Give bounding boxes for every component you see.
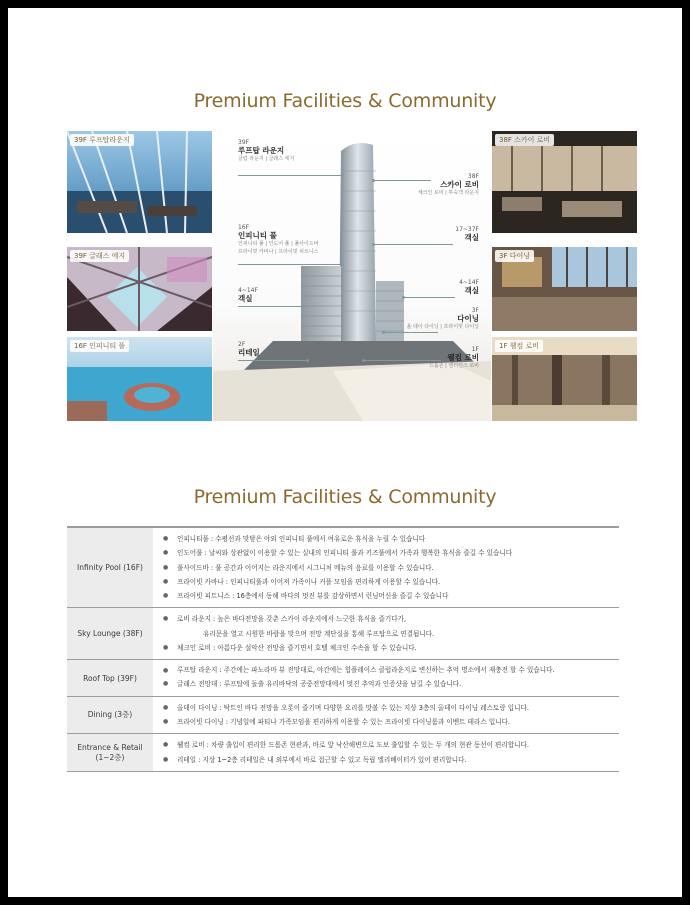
category-cell: Infinity Pool (16F) <box>67 527 153 608</box>
table-row <box>67 660 619 696</box>
label-1f: 1F 웰컴 로비 드롭존 | 엔터런스 로비 <box>429 346 479 369</box>
list-item: ● 올데이 다이닝 : 탁트인 바다 전망을 오롯이 즐기며 다양한 요리를 맛볼 수 있는 지상 3층의 올데이 다이닝 레스토랑 입니다. <box>163 701 619 715</box>
list-item: ● 프라이빗 다이닝 : 기념일에 파티나 가족모임을 편리하게 이용할 수 있는 프라이빗 다이닝룸과 이벤트 테라스 입니다. <box>163 715 619 729</box>
leader-line <box>363 360 441 361</box>
list-item: ● 인피니티풀 : 수평선과 맞닿은 야외 인피니티 풀에서 여유로운 휴식을 누릴 수 있습니다 <box>163 532 619 546</box>
leader-line <box>238 360 308 361</box>
label-16f: 16F 인피니티 풀 인피니티 풀 | 인도어 풀 | 풀사이드바 프라이빗 카바나 | 프라이빗 피트니스 <box>238 224 319 255</box>
leader-line <box>373 180 431 181</box>
list-item: ● 리테일 : 지상 1~2층 리테일은 내 외부에서 바로 접근할 수 있고 독립 엘리베이터가 있어 편리합니다. <box>163 753 619 767</box>
label-39f: 39F 루프탑 라운지 클럽 라운지 | 글래스 에지 <box>238 139 295 162</box>
glass-edge-photo <box>67 247 212 331</box>
sky-lobby-photo <box>492 131 637 233</box>
facilities-table <box>67 526 619 772</box>
item-list <box>163 738 619 767</box>
table-row <box>67 734 619 772</box>
photo-tag: 38F 스카이 로비 <box>495 134 554 146</box>
dining-photo <box>492 247 637 331</box>
label-17-37f: 17~37F 객실 <box>455 226 479 242</box>
table-row <box>67 527 619 608</box>
facilities-title-top: Premium Facilities & Community <box>193 90 497 112</box>
list-item: ● 풀사이드바 : 풀 공간과 이어지는 라운지에서 시그니처 메뉴의 음료를 이용할 수 있습니다. <box>163 561 619 575</box>
photo-tag: 3F 다이닝 <box>495 250 534 262</box>
table-row <box>67 608 619 660</box>
item-list <box>163 532 619 603</box>
list-item: ● 웰컴 로비 : 차량 출입이 편리한 드롭존 현관과, 바로 앞 낙산해변으로 도보 출입할 수 있는 두 개의 현관 동선이 편리합니다. <box>163 738 619 752</box>
tower-illustration <box>213 131 491 421</box>
table-row <box>67 696 619 734</box>
photo-tag: 16F 인피니티 풀 <box>70 340 129 352</box>
item-list <box>163 612 619 655</box>
category-line: (1~2층) <box>95 752 125 762</box>
photo-tag: 39F 루프탑라운지 <box>70 134 134 146</box>
list-item: ● 프라이빗 카바나 : 인피니티풀과 이어져 가족이나 커플 모임을 편리하게 이용할 수 있습니다. <box>163 575 619 589</box>
photo-tag: 1F 웰컴 로비 <box>495 340 543 352</box>
label-2f: 2F 리테일 <box>238 341 260 357</box>
leader-line <box>403 297 455 298</box>
welcome-lobby-photo <box>492 337 637 421</box>
label-4-14f-right: 4~14F 객실 <box>459 279 479 295</box>
item-list <box>163 664 619 691</box>
list-item: ● 루프탑 라운지 : 주간에는 파노라마 뷰 전망대로, 야간에는 힙플레이스 클럽라운지로 변신하는 추억 명소에서 재충전 할 수 있습니다. <box>163 664 619 677</box>
infinity-pool-photo <box>67 337 212 421</box>
brochure-page <box>8 8 682 897</box>
list-item: ● 글래스 전망대 : 루프탑에 돌출 유리바닥의 공중전망대에서 멋진 추억과 인증샷을 남길 수 있습니다. <box>163 677 619 691</box>
list-item: ● 로비 라운지 : 높은 바다전망을 갖춘 스카이 라운지에서 느긋한 휴식을 즐기다가, <box>163 612 619 626</box>
label-38f: 38F 스카이 로비 체크인 로비 | 투숙객 라운지 <box>417 173 479 196</box>
list-item: ● 프라이빗 피트니스 : 16층에서 동해 바다의 멋진 뷰를 감상하면서 런닝머신을 즐길 수 있습니다 <box>163 589 619 603</box>
list-item: ● 체크인 로비 : 아름다운 설악산 전망을 즐기면서 호텔 체크인 수속을 할 수 있습니다. <box>163 641 619 655</box>
leader-line <box>238 264 343 265</box>
facilities-title-bottom: Premium Facilities & Community <box>193 486 497 508</box>
category-cell: Roof Top (39F) <box>67 660 153 696</box>
item-list <box>163 701 619 730</box>
category-cell <box>67 734 153 772</box>
label-4-14f-left: 4~14F 객실 <box>238 287 258 303</box>
label-3f: 3F 다이닝 올 데이 다이닝 | 프라이빗 다이닝 <box>406 307 479 330</box>
rooftop-lounge-photo <box>67 131 212 233</box>
leader-line <box>383 332 438 333</box>
list-item: ● 인도어풀 : 날씨와 상관없이 이용할 수 있는 실내의 인피니티 풀과 키즈풀에서 가족과 행복한 휴식을 즐길 수 있습니다 <box>163 546 619 560</box>
list-item-continuation: 유리문을 열고 시원한 바람을 맞으며 전망 계단실을 통해 루프탑으로 연결됩니다. <box>203 629 435 638</box>
leader-line <box>373 244 453 245</box>
leader-line <box>238 306 303 307</box>
category-cell: Dining (3층) <box>67 696 153 734</box>
category-line: Entrance & Retail <box>77 742 143 752</box>
photo-tag: 39F 글래스 에지 <box>70 250 129 262</box>
leader-line <box>238 175 343 176</box>
category-cell: Sky Lounge (38F) <box>67 608 153 660</box>
